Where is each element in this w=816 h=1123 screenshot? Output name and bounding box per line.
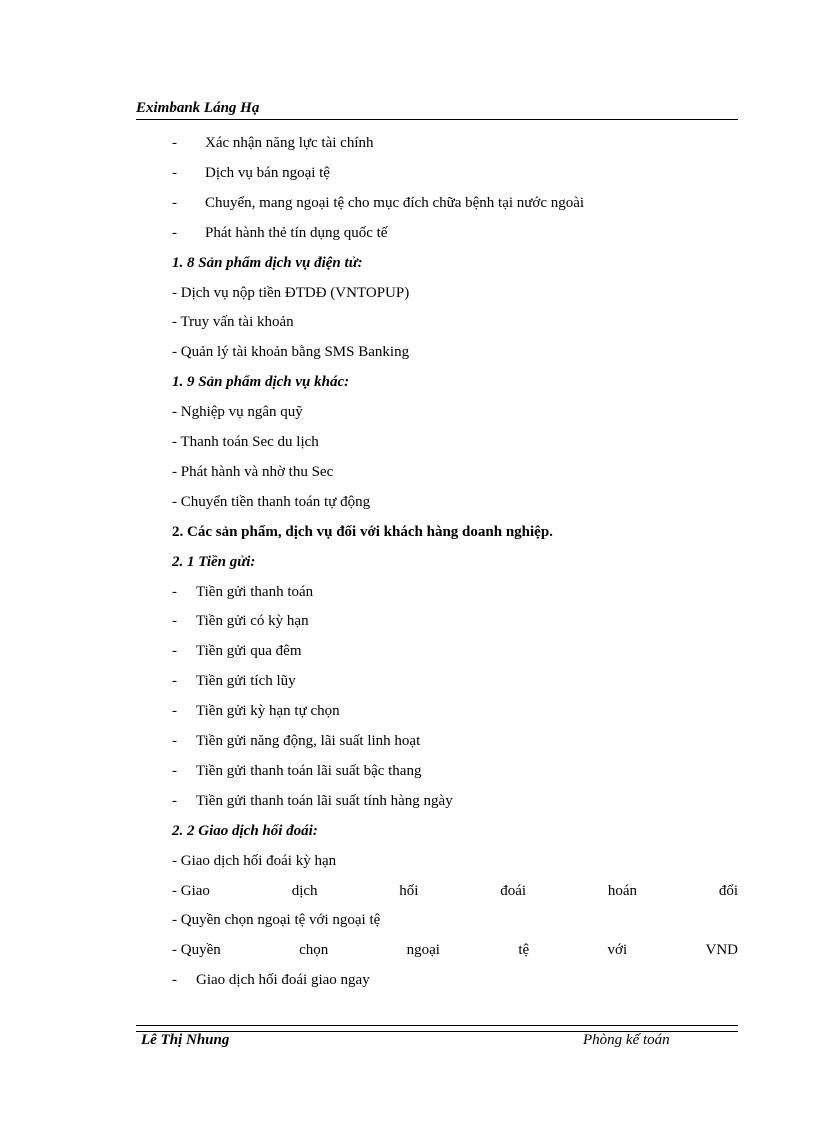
- list-item-text: Tiền gửi kỳ hạn tự chọn: [196, 703, 340, 719]
- list-item: - Chuyển, mang ngoại tệ cho mục đích chữa bệnh tại nước ngoài: [172, 195, 585, 211]
- list-item: - Tiền gửi thanh toán lãi suất tính hàng ngày: [172, 793, 453, 809]
- word: ngoại: [406, 942, 440, 958]
- list-item-text: Dịch vụ bán ngoại tệ: [205, 165, 330, 181]
- list-item: - Quản lý tài khoản bằng SMS Banking: [172, 344, 410, 360]
- word: chọn: [299, 942, 329, 958]
- section-heading: 1. 9 Sản phẩm dịch vụ khác:: [172, 374, 350, 390]
- section-heading: 2. 2 Giao dịch hối đoái:: [172, 823, 318, 839]
- list-item-text: Tiền gửi thanh toán lãi suất bậc thang: [196, 763, 422, 779]
- list-item-justified: [172, 882, 738, 900]
- section-heading: 2. 1 Tiền gửi:: [172, 554, 256, 570]
- list-item-text: Tiền gửi năng động, lãi suất linh hoạt: [196, 733, 421, 749]
- list-item-text: Tiền gửi có kỳ hạn: [196, 613, 309, 629]
- word: đoái: [500, 883, 527, 899]
- list-item: - Phát hành thẻ tín dụng quốc tế: [172, 225, 388, 241]
- list-item-text: Tiền gửi thanh toán: [196, 584, 314, 600]
- header-title: Eximbank Láng Hạ: [136, 100, 260, 116]
- list-item: - Giao dịch hối đoái kỳ hạn: [172, 853, 337, 869]
- list-item: - Tiền gửi tích lũy: [172, 673, 296, 689]
- list-item: - Tiền gửi qua đêm: [172, 643, 302, 659]
- list-item-text: Tiền gửi tích lũy: [196, 673, 296, 689]
- word: - Quyền: [172, 942, 221, 958]
- word: - Giao: [172, 883, 210, 899]
- list-item: - Truy vấn tài khoản: [172, 314, 294, 330]
- list-item-text: Chuyển, mang ngoại tệ cho mục đích chữa bệnh tại nước ngoài: [205, 195, 585, 211]
- list-item-text: Phát hành thẻ tín dụng quốc tế: [205, 225, 388, 241]
- list-item-text: Tiền gửi qua đêm: [196, 643, 302, 659]
- section-heading: 2. Các sản phẩm, dịch vụ đối với khách hàng doanh nghiệp.: [172, 524, 553, 540]
- page-header: [136, 99, 738, 120]
- word: VND: [705, 942, 738, 958]
- list-item: - Tiền gửi năng động, lãi suất linh hoạt: [172, 733, 421, 749]
- list-item: - Phát hành và nhờ thu Sec: [172, 464, 334, 480]
- list-item: - Thanh toán Sec du lịch: [172, 434, 319, 450]
- list-item: - Giao dịch hối đoái giao ngay: [172, 972, 370, 988]
- list-item: - Quyền chọn ngoại tệ với ngoại tệ: [172, 912, 381, 928]
- list-item-justified: [172, 941, 738, 959]
- word: dịch: [291, 883, 318, 899]
- list-item: - Xác nhận năng lực tài chính: [172, 135, 374, 151]
- footer-department: Phòng kế toán: [583, 1032, 670, 1048]
- word: đổi: [718, 883, 738, 899]
- footer-author: Lê Thị Nhung: [141, 1032, 230, 1048]
- section-heading: 1. 8 Sản phẩm dịch vụ điện tử:: [172, 255, 363, 271]
- list-item-text: Tiền gửi thanh toán lãi suất tính hàng ngày: [196, 793, 453, 809]
- word: tệ: [518, 942, 530, 958]
- list-item: - Tiền gửi kỳ hạn tự chọn: [172, 703, 340, 719]
- word: với: [607, 942, 628, 958]
- list-item: - Dịch vụ nộp tiền ĐTDĐ (VNTOPUP): [172, 285, 410, 301]
- list-item: - Tiền gửi thanh toán: [172, 584, 314, 600]
- word: hối: [399, 883, 419, 899]
- word: hoán: [607, 883, 638, 899]
- list-item: - Nghiệp vụ ngân quỹ: [172, 404, 303, 420]
- list-item: - Tiền gửi thanh toán lãi suất bậc thang: [172, 763, 422, 779]
- list-item: - Tiền gửi có kỳ hạn: [172, 613, 309, 629]
- list-item-text: Giao dịch hối đoái giao ngay: [196, 972, 370, 988]
- list-item: - Chuyển tiền thanh toán tự động: [172, 494, 371, 510]
- list-item: - Dịch vụ bán ngoại tệ: [172, 165, 330, 181]
- list-item-text: Xác nhận năng lực tài chính: [205, 135, 374, 151]
